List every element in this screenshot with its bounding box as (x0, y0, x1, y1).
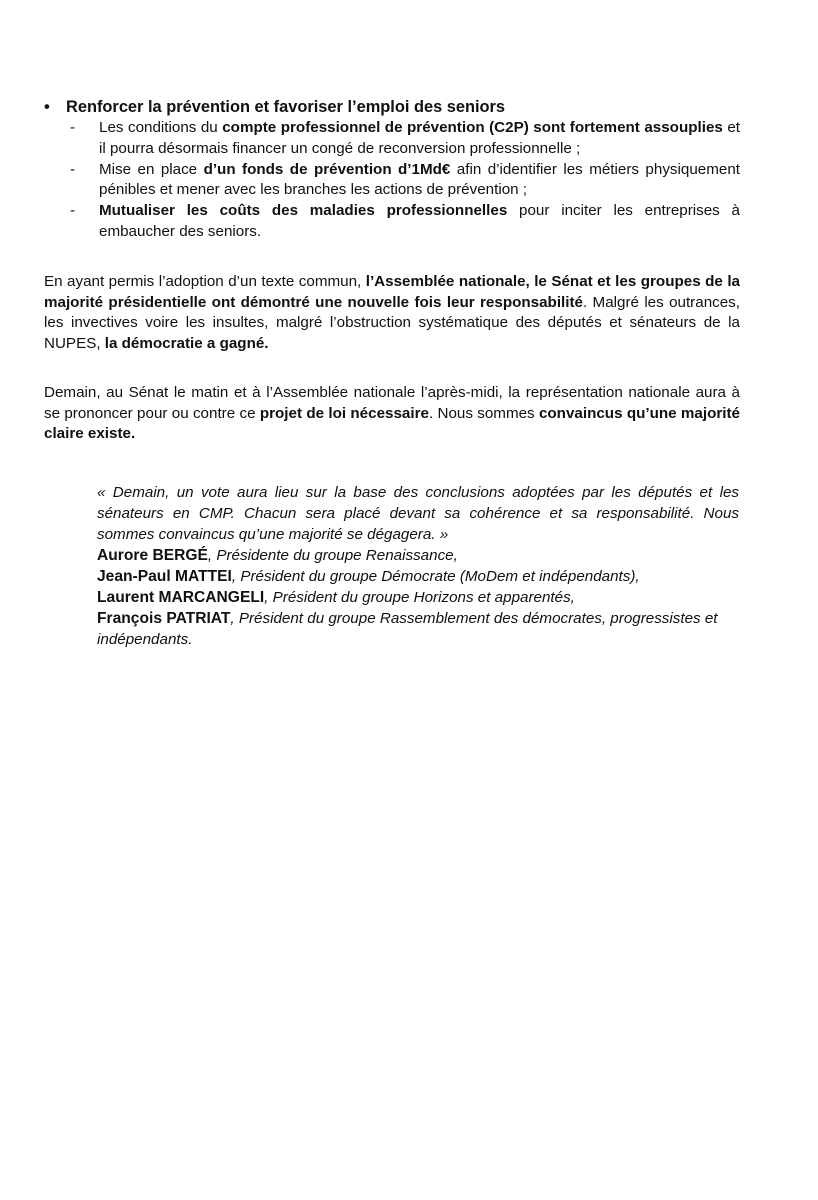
item-text: et il pourra désormais financer un congé de reconversion professionnelle ; (99, 119, 740, 157)
signatory (97, 587, 739, 608)
signatory (97, 545, 739, 566)
signatory-role: , Président du groupe Rassemblement des démocrates, progressistes et indépendants. (97, 610, 718, 648)
paragraph-text: . Malgré les outrances, les invectives voire les insultes, malgré l’obstruction systématique des députés et sénateurs de la NUPES, (44, 293, 740, 352)
dash-marker: - (70, 202, 76, 219)
paragraph-bold-text: la démocratie a gagné. (104, 334, 269, 352)
paragraph-text: En ayant permis l’adoption d’un texte commun, (44, 273, 366, 290)
dash-marker: - (70, 119, 76, 136)
sub-list-item (70, 118, 740, 159)
item-bold-text: d’un fonds de prévention d’1Md€ (203, 160, 451, 178)
item-bold-text: compte professionnel de prévention (C2P) sont fortement assouplies (222, 119, 723, 136)
section-heading (44, 96, 744, 118)
paragraph-text: . Nous sommes (428, 404, 539, 422)
signatory-name: Laurent MARCANGELI (97, 589, 265, 606)
signatory-role: , Président du groupe Démocrate (MoDem et indépendants), (231, 568, 640, 585)
signatory-name: Aurore BERGÉ (97, 547, 208, 564)
quote-block (97, 482, 739, 650)
paragraph-vote (44, 383, 740, 445)
signatory-name: Jean-Paul MATTEI (97, 568, 232, 585)
section-sub-list (70, 118, 740, 243)
item-bold-text: Mutualiser les coûts des maladies professionnelles (99, 202, 508, 219)
bullet-icon: • (44, 98, 50, 116)
sub-list-item (70, 201, 740, 242)
paragraph-bold-text: convaincus qu’une majorité claire existe. (44, 404, 740, 442)
quote-text: « Demain, un vote aura lieu sur la base des conclusions adoptées par les députés et les sénateurs en CMP. Chacun sera placé devant sa cohérence et sa responsabilité. Nous sommes convaincus qu’une majorité se dégagera. » (97, 484, 739, 543)
item-text: pour inciter les entreprises à embaucher des seniors. (99, 202, 740, 240)
signatory (97, 608, 739, 650)
signatory (97, 566, 739, 587)
paragraph-text: Demain, au Sénat le matin et à l’Assemblée nationale l’après-midi, la représentation nationale aura à se prononcer pour ou contre ce (44, 384, 740, 422)
item-text: afin d’identifier les métiers physiquement pénibles et mener avec les branches les actions de prévention ; (99, 160, 740, 198)
item-text: Les conditions du (99, 119, 223, 136)
signatory-role: , Président du groupe Horizons et apparentés, (264, 589, 575, 606)
dash-marker: - (70, 160, 76, 178)
section-heading-text: Renforcer la prévention et favoriser l’emploi des seniors (66, 98, 506, 116)
paragraph-bold-text: l’Assemblée nationale, le Sénat et les groupes de la majorité présidentielle ont démontré une nouvelle fois leur responsabilité (44, 273, 740, 311)
signatory-role: , Présidente du groupe Renaissance, (207, 547, 458, 564)
paragraph-responsibility (44, 272, 740, 354)
item-text: Mise en place (99, 160, 204, 178)
sub-list-item (70, 160, 740, 201)
signatory-name: François PATRIAT (97, 610, 231, 627)
paragraph-bold-text: projet de loi nécessaire (259, 404, 429, 422)
